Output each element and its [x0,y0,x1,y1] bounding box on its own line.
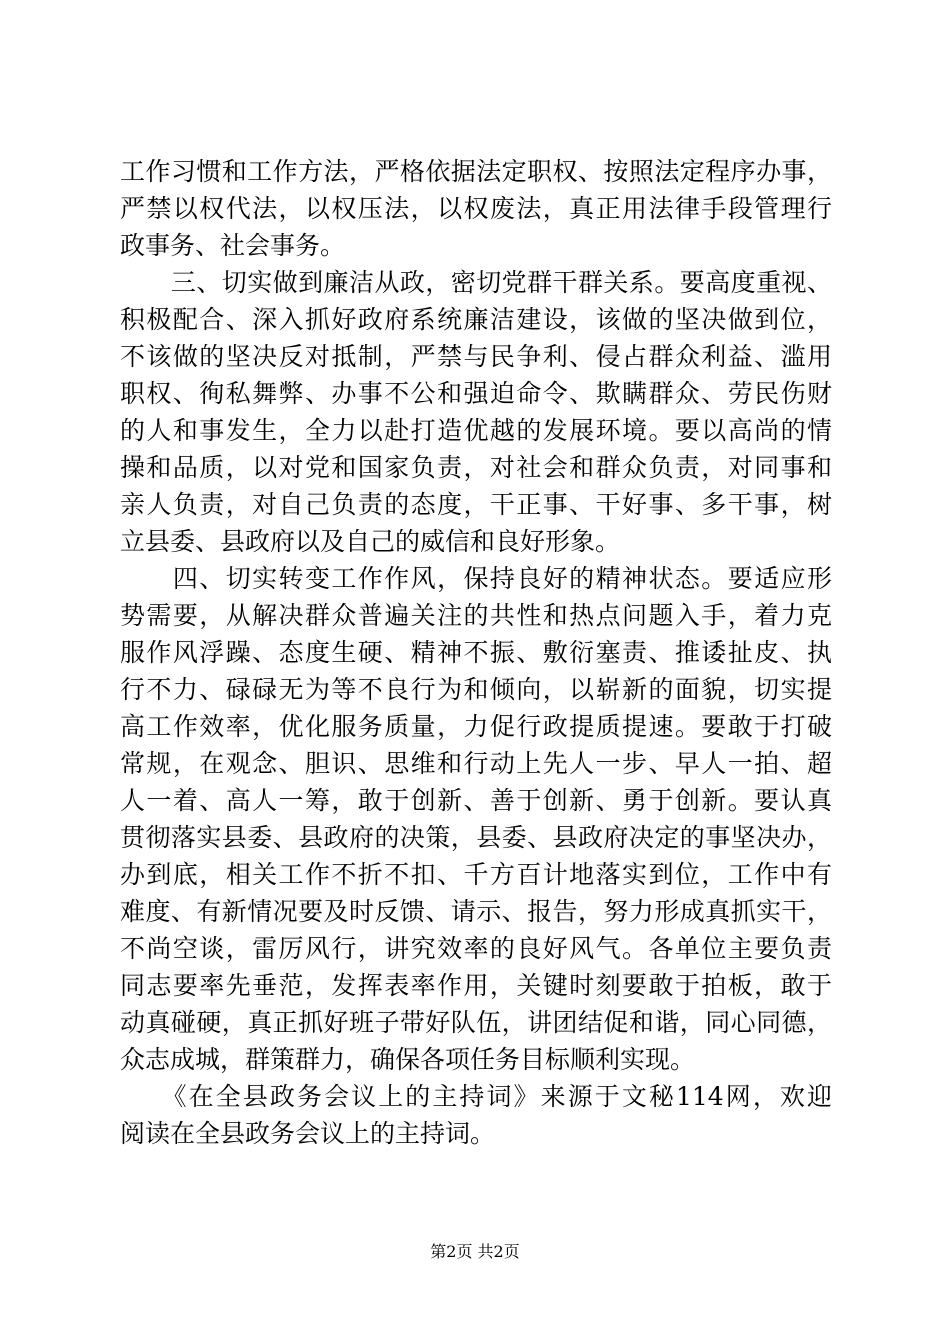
body-text-line: 三、切实做到廉洁从政，密切党群干群关系。要高度重视、 [120,268,832,297]
body-text-line: 不尚空谈，雷厉风行，讲究效率的良好风气。各单位主要负责 [120,934,832,963]
body-text-line: 积极配合、深入抓好政府系统廉洁建设，该做的坚决做到位， [120,305,832,334]
body-text-line: 不该做的坚决反对抵制，严禁与民争利、侵占群众利益、滥用 [120,342,832,371]
body-text-line: 工作习惯和工作方法，严格依据法定职权、按照法定程序办事， [120,157,832,186]
body-text-line: 服作风浮躁、态度生硬、精神不振、敷衍塞责、推诿扯皮、执 [120,638,832,667]
body-text-line: 贯彻落实县委、县政府的决策，县委、县政府决定的事坚决办， [120,823,832,852]
body-text-line: 动真碰硬，真正抓好班子带好队伍，讲团结促和谐，同心同德， [120,1008,832,1037]
body-text-line: 高工作效率，优化服务质量，力促行政提质提速。要敢于打破 [120,712,832,741]
body-text-line: 职权、徇私舞弊、办事不公和强迫命令、欺瞒群众、劳民伤财 [120,379,832,408]
body-text-line: 操和品质，以对党和国家负责，对社会和群众负责，对同事和 [120,453,832,482]
body-text-line: 的人和事发生，全力以赴打造优越的发展环境。要以高尚的情 [120,416,832,445]
body-text-line: 亲人负责，对自己负责的态度，干正事、干好事、多干事，树 [120,490,832,519]
body-text-line: 同志要率先垂范，发挥表率作用，关键时刻要敢于拍板，敢于 [120,971,832,1000]
page-number-footer: 第2页 共2页 [430,1242,520,1261]
body-text-line: 阅读在全县政务会议上的主持词。 [120,1119,496,1148]
body-text-line: 众志成城，群策群力，确保各项任务目标顺利实现。 [120,1045,696,1074]
body-text-line: 政事务、社会事务。 [120,231,346,260]
body-text-line: 常规，在观念、胆识、思维和行动上先人一步、早人一拍、超 [120,749,832,778]
body-text-line: 《在全县政务会议上的主持词》来源于文秘114网，欢迎 [120,1082,832,1111]
body-text-line: 办到底，相关工作不折不扣、千方百计地落实到位，工作中有 [120,860,832,889]
body-text-line: 立县委、县政府以及自己的威信和良好形象。 [120,527,621,556]
body-text-line: 势需要，从解决群众普遍关注的共性和热点问题入手，着力克 [120,601,832,630]
body-text-line: 严禁以权代法，以权压法，以权废法，真正用法律手段管理行 [120,194,832,223]
body-text-line: 行不力、碌碌无为等不良行为和倾向，以崭新的面貌，切实提 [120,675,832,704]
body-text-line: 难度、有新情况要及时反馈、请示、报告，努力形成真抓实干， [120,897,832,926]
body-text-line: 四、切实转变工作作风，保持良好的精神状态。要适应形 [120,564,832,593]
body-text-line: 人一着、高人一筹，敢于创新、善于创新、勇于创新。要认真 [120,786,832,815]
